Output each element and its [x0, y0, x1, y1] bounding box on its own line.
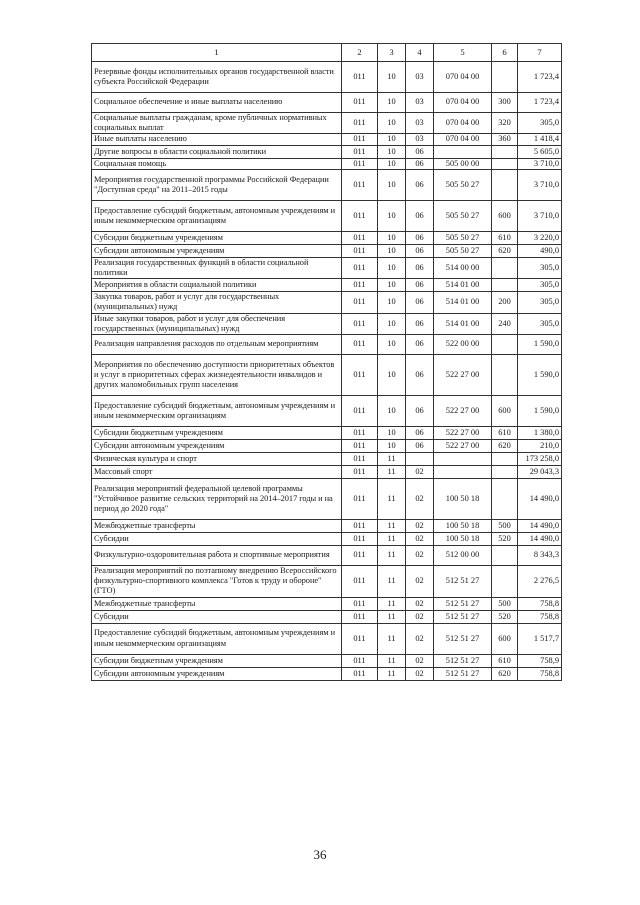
amount-cell: 29 043,3	[518, 466, 562, 479]
table-row	[92, 667, 562, 680]
table-row	[92, 355, 562, 396]
ministry-code-cell: 011	[342, 466, 378, 479]
ministry-code-cell: 011	[342, 355, 378, 396]
table-row	[92, 566, 562, 598]
table-row	[92, 62, 562, 93]
target-article-code-cell	[434, 145, 492, 158]
table-row	[92, 292, 562, 313]
row-name-cell: Мероприятия по обеспечению доступности приоритетных объектов и услуг в приоритетных сферах жизнедеятельности инвалидов и других маломобильных групп населения	[92, 355, 342, 396]
table-row	[92, 533, 562, 546]
expense-type-code-cell: 600	[492, 200, 518, 231]
ministry-code-cell: 011	[342, 427, 378, 440]
expense-type-code-cell: 500	[492, 597, 518, 610]
amount-cell: 1 723,4	[518, 62, 562, 93]
section-code-cell: 10	[378, 244, 406, 257]
expense-type-code-cell	[492, 479, 518, 520]
amount-cell: 3 220,0	[518, 231, 562, 244]
expense-type-code-cell: 500	[492, 520, 518, 533]
row-name-cell: Физкультурно-оздоровительная работа и спортивные мероприятия	[92, 546, 342, 566]
section-code-cell: 10	[378, 158, 406, 169]
target-article-code-cell: 522 27 00	[434, 355, 492, 396]
subsection-code-cell: 02	[406, 610, 434, 623]
table-row	[92, 427, 562, 440]
subsection-code-cell: 03	[406, 113, 434, 134]
target-article-code-cell: 512 51 27	[434, 566, 492, 598]
amount-cell: 758,9	[518, 654, 562, 667]
subsection-code-cell: 06	[406, 200, 434, 231]
row-name-cell: Субсидии	[92, 533, 342, 546]
amount-cell: 758,8	[518, 667, 562, 680]
row-name-cell: Социальная помощь	[92, 158, 342, 169]
table-row	[92, 93, 562, 113]
row-name-cell: Субсидии бюджетным учреждениям	[92, 654, 342, 667]
column-header: 2	[342, 44, 378, 62]
table-row	[92, 440, 562, 453]
subsection-code-cell: 02	[406, 546, 434, 566]
target-article-code-cell: 512 51 27	[434, 610, 492, 623]
ministry-code-cell: 011	[342, 134, 378, 145]
amount-cell: 1 590,0	[518, 355, 562, 396]
expense-type-code-cell: 620	[492, 667, 518, 680]
row-name-cell: Реализация государственных функций в области социальной политики	[92, 257, 342, 278]
row-name-cell: Субсидии автономным учреждениям	[92, 440, 342, 453]
ministry-code-cell: 011	[342, 313, 378, 334]
table-row	[92, 169, 562, 200]
table-row	[92, 335, 562, 355]
expense-type-code-cell: 600	[492, 623, 518, 654]
row-name-cell: Субсидии автономным учреждениям	[92, 667, 342, 680]
column-header: 1	[92, 44, 342, 62]
expense-type-code-cell	[492, 257, 518, 278]
target-article-code-cell	[434, 453, 492, 466]
section-code-cell: 11	[378, 566, 406, 598]
budget-table	[91, 43, 562, 681]
ministry-code-cell: 011	[342, 520, 378, 533]
row-name-cell: Межбюджетные трансферты	[92, 597, 342, 610]
table-header-row	[92, 44, 562, 62]
column-header: 3	[378, 44, 406, 62]
ministry-code-cell: 011	[342, 145, 378, 158]
amount-cell: 14 490,0	[518, 520, 562, 533]
ministry-code-cell: 011	[342, 335, 378, 355]
target-article-code-cell: 514 01 00	[434, 313, 492, 334]
target-article-code-cell: 512 51 27	[434, 623, 492, 654]
subsection-code-cell: 06	[406, 355, 434, 396]
expense-type-code-cell	[492, 566, 518, 598]
section-code-cell: 10	[378, 145, 406, 158]
ministry-code-cell: 011	[342, 396, 378, 427]
row-name-cell: Массовый спорт	[92, 466, 342, 479]
section-code-cell: 10	[378, 169, 406, 200]
amount-cell: 8 343,3	[518, 546, 562, 566]
subsection-code-cell: 06	[406, 158, 434, 169]
expense-type-code-cell: 620	[492, 244, 518, 257]
amount-cell: 1 380,0	[518, 427, 562, 440]
expense-type-code-cell	[492, 279, 518, 292]
expense-type-code-cell: 610	[492, 427, 518, 440]
expense-type-code-cell	[492, 546, 518, 566]
expense-type-code-cell	[492, 466, 518, 479]
amount-cell: 3 710,0	[518, 200, 562, 231]
subsection-code-cell: 02	[406, 623, 434, 654]
subsection-code-cell: 02	[406, 520, 434, 533]
subsection-code-cell: 02	[406, 479, 434, 520]
row-name-cell: Мероприятия государственной программы Российской Федерации "Доступная среда" на 2011–2015 годы	[92, 169, 342, 200]
table-row	[92, 396, 562, 427]
table-row	[92, 200, 562, 231]
ministry-code-cell: 011	[342, 610, 378, 623]
ministry-code-cell: 011	[342, 453, 378, 466]
subsection-code-cell: 02	[406, 654, 434, 667]
row-name-cell: Резервные фонды исполнительных органов государственной власти субъекта Российской Федерации	[92, 62, 342, 93]
amount-cell: 173 258,0	[518, 453, 562, 466]
row-name-cell: Социальные выплаты гражданам, кроме публичных нормативных социальных выплат	[92, 113, 342, 134]
column-header: 5	[434, 44, 492, 62]
amount-cell: 210,0	[518, 440, 562, 453]
table-row	[92, 466, 562, 479]
amount-cell: 1 590,0	[518, 396, 562, 427]
section-code-cell: 10	[378, 335, 406, 355]
expense-type-code-cell	[492, 169, 518, 200]
subsection-code-cell: 06	[406, 231, 434, 244]
row-name-cell: Предоставление субсидий бюджетным, автономным учреждениям и иным некоммерческим организациям	[92, 200, 342, 231]
expense-type-code-cell	[492, 335, 518, 355]
ministry-code-cell: 011	[342, 667, 378, 680]
section-code-cell: 10	[378, 62, 406, 93]
section-code-cell: 11	[378, 520, 406, 533]
table-row	[92, 158, 562, 169]
target-article-code-cell: 512 51 27	[434, 667, 492, 680]
section-code-cell: 10	[378, 440, 406, 453]
expense-type-code-cell: 240	[492, 313, 518, 334]
expense-type-code-cell: 600	[492, 396, 518, 427]
ministry-code-cell: 011	[342, 440, 378, 453]
target-article-code-cell	[434, 466, 492, 479]
ministry-code-cell: 011	[342, 244, 378, 257]
column-header: 7	[518, 44, 562, 62]
column-header: 6	[492, 44, 518, 62]
subsection-code-cell: 02	[406, 667, 434, 680]
ministry-code-cell: 011	[342, 279, 378, 292]
row-name-cell: Реализация направления расходов по отдельным мероприятиям	[92, 335, 342, 355]
table-row	[92, 313, 562, 334]
expense-type-code-cell: 520	[492, 610, 518, 623]
subsection-code-cell: 06	[406, 440, 434, 453]
amount-cell: 3 710,0	[518, 158, 562, 169]
row-name-cell: Другие вопросы в области социальной политики	[92, 145, 342, 158]
target-article-code-cell: 100 50 18	[434, 479, 492, 520]
target-article-code-cell: 070 04 00	[434, 93, 492, 113]
amount-cell: 305,0	[518, 292, 562, 313]
subsection-code-cell: 06	[406, 427, 434, 440]
table-row	[92, 546, 562, 566]
expense-type-code-cell: 200	[492, 292, 518, 313]
table-row	[92, 610, 562, 623]
expense-type-code-cell	[492, 158, 518, 169]
subsection-code-cell: 06	[406, 145, 434, 158]
page-number: 36	[313, 847, 327, 862]
amount-cell: 2 276,5	[518, 566, 562, 598]
amount-cell: 14 490,0	[518, 479, 562, 520]
target-article-code-cell: 522 27 00	[434, 396, 492, 427]
row-name-cell: Субсидии бюджетным учреждениям	[92, 427, 342, 440]
subsection-code-cell: 03	[406, 134, 434, 145]
row-name-cell: Закупка товаров, работ и услуг для государственных (муниципальных) нужд	[92, 292, 342, 313]
table-row	[92, 244, 562, 257]
subsection-code-cell: 06	[406, 279, 434, 292]
row-name-cell: Реализация мероприятий по поэтапному внедрению Всероссийского физкультурно-спортивного комплекса "Готов к труду и обороне" (ГТО)	[92, 566, 342, 598]
expense-type-code-cell: 620	[492, 440, 518, 453]
expense-type-code-cell	[492, 62, 518, 93]
target-article-code-cell: 514 01 00	[434, 292, 492, 313]
target-article-code-cell: 512 51 27	[434, 654, 492, 667]
column-header: 4	[406, 44, 434, 62]
table-row	[92, 145, 562, 158]
expense-type-code-cell: 320	[492, 113, 518, 134]
table-row	[92, 597, 562, 610]
ministry-code-cell: 011	[342, 93, 378, 113]
subsection-code-cell: 03	[406, 62, 434, 93]
row-name-cell: Мероприятия в области социальной политики	[92, 279, 342, 292]
ministry-code-cell: 011	[342, 62, 378, 93]
ministry-code-cell: 011	[342, 257, 378, 278]
expense-type-code-cell	[492, 145, 518, 158]
row-name-cell: Субсидии автономным учреждениям	[92, 244, 342, 257]
table-row	[92, 479, 562, 520]
row-name-cell: Иные выплаты населению	[92, 134, 342, 145]
table-row	[92, 113, 562, 134]
row-name-cell: Субсидии бюджетным учреждениям	[92, 231, 342, 244]
target-article-code-cell: 522 00 00	[434, 335, 492, 355]
section-code-cell: 10	[378, 113, 406, 134]
expense-type-code-cell: 300	[492, 93, 518, 113]
table-row	[92, 279, 562, 292]
target-article-code-cell: 512 00 00	[434, 546, 492, 566]
ministry-code-cell: 011	[342, 533, 378, 546]
section-code-cell: 11	[378, 533, 406, 546]
section-code-cell: 11	[378, 623, 406, 654]
row-name-cell: Физическая культура и спорт	[92, 453, 342, 466]
expense-type-code-cell: 520	[492, 533, 518, 546]
amount-cell: 1 517,7	[518, 623, 562, 654]
section-code-cell: 10	[378, 279, 406, 292]
subsection-code-cell: 02	[406, 533, 434, 546]
target-article-code-cell: 514 01 00	[434, 279, 492, 292]
expense-type-code-cell: 360	[492, 134, 518, 145]
ministry-code-cell: 011	[342, 158, 378, 169]
row-name-cell: Предоставление субсидий бюджетным, автономным учреждениям и иным некоммерческим организациям	[92, 396, 342, 427]
subsection-code-cell: 06	[406, 169, 434, 200]
section-code-cell: 10	[378, 396, 406, 427]
section-code-cell: 10	[378, 313, 406, 334]
section-code-cell: 10	[378, 292, 406, 313]
table-row	[92, 231, 562, 244]
row-name-cell: Социальное обеспечение и иные выплаты населению	[92, 93, 342, 113]
target-article-code-cell: 100 50 18	[434, 533, 492, 546]
section-code-cell: 11	[378, 546, 406, 566]
amount-cell: 305,0	[518, 313, 562, 334]
target-article-code-cell: 522 27 00	[434, 427, 492, 440]
subsection-code-cell: 06	[406, 335, 434, 355]
row-name-cell: Субсидии	[92, 610, 342, 623]
subsection-code-cell: 06	[406, 396, 434, 427]
amount-cell: 758,8	[518, 597, 562, 610]
section-code-cell: 10	[378, 200, 406, 231]
subsection-code-cell: 06	[406, 244, 434, 257]
amount-cell: 3 710,0	[518, 169, 562, 200]
target-article-code-cell: 514 00 00	[434, 257, 492, 278]
target-article-code-cell: 070 04 00	[434, 113, 492, 134]
subsection-code-cell: 06	[406, 257, 434, 278]
table-row	[92, 623, 562, 654]
section-code-cell: 10	[378, 93, 406, 113]
section-code-cell: 10	[378, 427, 406, 440]
amount-cell: 305,0	[518, 257, 562, 278]
ministry-code-cell: 011	[342, 200, 378, 231]
expense-type-code-cell	[492, 453, 518, 466]
section-code-cell: 10	[378, 134, 406, 145]
amount-cell: 5 605,0	[518, 145, 562, 158]
section-code-cell: 11	[378, 654, 406, 667]
amount-cell: 1 418,4	[518, 134, 562, 145]
row-name-cell: Предоставление субсидий бюджетным, автономным учреждениям и иным некоммерческим организациям	[92, 623, 342, 654]
ministry-code-cell: 011	[342, 546, 378, 566]
amount-cell: 305,0	[518, 113, 562, 134]
subsection-code-cell: 03	[406, 93, 434, 113]
amount-cell: 305,0	[518, 279, 562, 292]
table-row	[92, 257, 562, 278]
ministry-code-cell: 011	[342, 113, 378, 134]
section-code-cell: 11	[378, 610, 406, 623]
ministry-code-cell: 011	[342, 654, 378, 667]
subsection-code-cell: 02	[406, 566, 434, 598]
subsection-code-cell	[406, 453, 434, 466]
expense-type-code-cell: 610	[492, 654, 518, 667]
target-article-code-cell: 512 51 27	[434, 597, 492, 610]
target-article-code-cell: 505 50 27	[434, 231, 492, 244]
ministry-code-cell: 011	[342, 169, 378, 200]
section-code-cell: 10	[378, 257, 406, 278]
table-row	[92, 134, 562, 145]
amount-cell: 490,0	[518, 244, 562, 257]
section-code-cell: 11	[378, 453, 406, 466]
ministry-code-cell: 011	[342, 566, 378, 598]
row-name-cell: Иные закупки товаров, работ и услуг для обеспечения государственных (муниципальных) нужд	[92, 313, 342, 334]
target-article-code-cell: 505 50 27	[434, 169, 492, 200]
amount-cell: 14 490,0	[518, 533, 562, 546]
row-name-cell: Реализация мероприятий федеральной целевой программы "Устойчивое развитие сельских территорий на 2014–2017 годы и на период до 2020 года"	[92, 479, 342, 520]
subsection-code-cell: 06	[406, 292, 434, 313]
section-code-cell: 11	[378, 479, 406, 520]
ministry-code-cell: 011	[342, 623, 378, 654]
table-row	[92, 453, 562, 466]
ministry-code-cell: 011	[342, 292, 378, 313]
target-article-code-cell: 505 50 27	[434, 244, 492, 257]
target-article-code-cell: 522 27 00	[434, 440, 492, 453]
section-code-cell: 10	[378, 231, 406, 244]
expense-type-code-cell	[492, 355, 518, 396]
subsection-code-cell: 06	[406, 313, 434, 334]
ministry-code-cell: 011	[342, 597, 378, 610]
expense-type-code-cell: 610	[492, 231, 518, 244]
section-code-cell: 11	[378, 667, 406, 680]
target-article-code-cell: 070 04 00	[434, 134, 492, 145]
target-article-code-cell: 100 50 18	[434, 520, 492, 533]
table-body	[92, 62, 562, 681]
section-code-cell: 11	[378, 466, 406, 479]
row-name-cell: Межбюджетные трансферты	[92, 520, 342, 533]
amount-cell: 1 590,0	[518, 335, 562, 355]
ministry-code-cell: 011	[342, 231, 378, 244]
ministry-code-cell: 011	[342, 479, 378, 520]
table-row	[92, 520, 562, 533]
amount-cell: 1 723,4	[518, 93, 562, 113]
target-article-code-cell: 505 00 00	[434, 158, 492, 169]
target-article-code-cell: 505 50 27	[434, 200, 492, 231]
subsection-code-cell: 02	[406, 597, 434, 610]
table-row	[92, 654, 562, 667]
subsection-code-cell: 02	[406, 466, 434, 479]
section-code-cell: 10	[378, 355, 406, 396]
amount-cell: 758,8	[518, 610, 562, 623]
budget-page	[91, 43, 561, 681]
target-article-code-cell: 070 04 00	[434, 62, 492, 93]
section-code-cell: 11	[378, 597, 406, 610]
